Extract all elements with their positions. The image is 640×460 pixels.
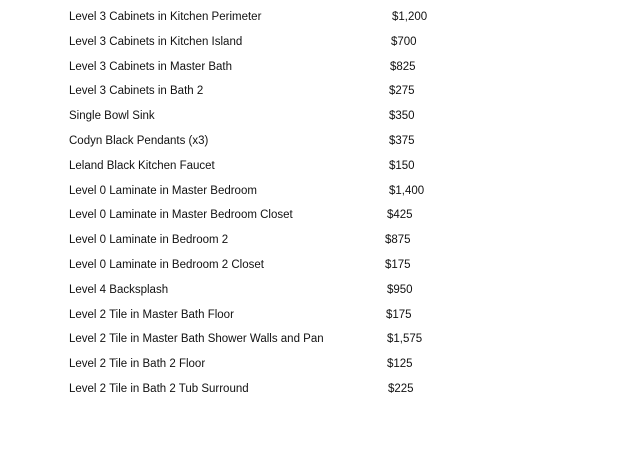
item-price: $375 <box>389 134 415 147</box>
list-item <box>0 354 640 379</box>
item-price: $700 <box>391 35 417 48</box>
item-label: Level 3 Cabinets in Kitchen Island <box>69 35 243 48</box>
item-price: $175 <box>386 308 412 321</box>
list-item <box>0 181 640 206</box>
item-label: Single Bowl Sink <box>69 110 155 123</box>
item-price: $825 <box>390 60 416 73</box>
list-item <box>0 81 640 106</box>
item-price: $1,400 <box>389 184 425 197</box>
item-label: Codyn Black Pendants (x3) <box>69 134 209 147</box>
list-item <box>0 205 640 230</box>
list-item <box>0 156 640 181</box>
item-price: $1,575 <box>387 333 423 346</box>
item-label: Level 3 Cabinets in Bath 2 <box>69 85 204 98</box>
item-price: $875 <box>385 234 411 247</box>
item-label: Level 3 Cabinets in Kitchen Perimeter <box>69 11 262 23</box>
list-item <box>0 379 640 404</box>
item-label: Leland Black Kitchen Faucet <box>69 159 215 172</box>
list-item <box>0 280 640 305</box>
item-price: $125 <box>387 358 413 371</box>
list-item <box>0 32 640 57</box>
item-label: Level 2 Tile in Master Bath Shower Walls and Pan <box>69 333 324 346</box>
item-price: $350 <box>389 110 415 123</box>
list-item <box>0 131 640 156</box>
item-label: Level 0 Laminate in Bedroom 2 <box>69 234 229 247</box>
list-item <box>0 305 640 330</box>
list-item <box>0 230 640 255</box>
item-price: $275 <box>389 85 415 98</box>
price-list <box>0 7 640 404</box>
item-price: $950 <box>387 283 413 296</box>
item-label: Level 2 Tile in Master Bath Floor <box>69 308 234 321</box>
item-label: Level 4 Backsplash <box>69 283 169 296</box>
list-item <box>0 57 640 82</box>
item-label: Level 2 Tile in Bath 2 Tub Surround <box>69 382 249 395</box>
list-item <box>0 329 640 354</box>
item-price: $175 <box>385 258 411 271</box>
item-label: Level 0 Laminate in Master Bedroom Closet <box>69 209 293 222</box>
item-price: $1,200 <box>392 11 428 23</box>
item-price: $425 <box>387 209 413 222</box>
list-item <box>0 7 640 32</box>
item-label: Level 0 Laminate in Bedroom 2 Closet <box>69 258 264 271</box>
item-price: $225 <box>388 382 414 395</box>
item-label: Level 2 Tile in Bath 2 Floor <box>69 358 206 371</box>
item-price: $150 <box>389 159 415 172</box>
list-item <box>0 106 640 131</box>
item-label: Level 3 Cabinets in Master Bath <box>69 60 233 73</box>
item-label: Level 0 Laminate in Master Bedroom <box>69 184 257 197</box>
list-item <box>0 255 640 280</box>
